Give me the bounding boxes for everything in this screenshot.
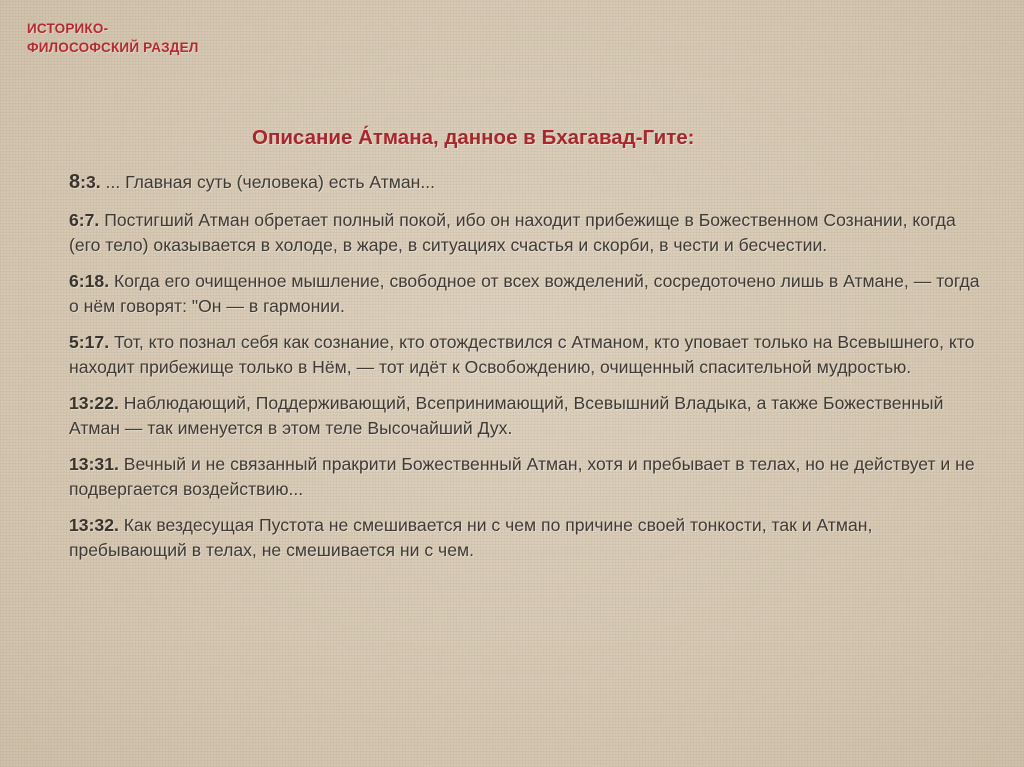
section-label [27, 19, 247, 57]
verse-ref: 13:22. [69, 393, 119, 413]
verse-ref: 6:7. [69, 210, 100, 230]
verse-6-7 [69, 208, 989, 258]
verse-13-31 [69, 452, 989, 502]
verse-text: Постигший Атман обретает полный покой, ибо он находит прибежище в Божественном Сознании, когда (его тело) оказывается в холоде, в жаре, в ситуациях счастья и скорби, в чести и бесчестии. [69, 210, 956, 255]
verse-ref-number: :3. [80, 172, 101, 192]
verse-text: Наблюдающий, Поддерживающий, Всепринимающий, Всевышний Владыка, а также Божественный Атман — так именуется в этом теле Высочайший Дух. [69, 393, 944, 438]
verse-ref: 13:32. [69, 515, 119, 535]
section-label-line-1: ИСТОРИКО- [27, 21, 109, 36]
verse-text: Вечный и не связанный пракрити Божественный Атман, хотя и пребывает в телах, но не действует и не подвергается воздействию... [69, 454, 975, 499]
verse-ref: 6:18. [69, 271, 110, 291]
slide-title: Описание А́тмана, данное в Бхагавад-Гите: [252, 126, 695, 149]
verse-ref-chapter: 8 [69, 171, 81, 193]
verse-8-3 [69, 170, 989, 195]
verse-13-32 [69, 513, 989, 563]
verse-6-18 [69, 269, 989, 319]
verse-text: Когда его очищенное мышление, свободное от всех вожделений, сосредоточено лишь в Атмане, — тогда о нём говорят: "Он — в гармонии. [69, 271, 980, 316]
verse-5-17 [69, 330, 989, 380]
verse-13-22 [69, 391, 989, 441]
section-label-line-2: ФИЛОСОФСКИЙ РАЗДЕЛ [27, 40, 199, 55]
verse-list [69, 170, 989, 574]
verse-text: ... Главная суть (человека) есть Атман... [100, 172, 436, 192]
verse-ref: 13:31. [69, 454, 119, 474]
verse-text: Тот, кто познал себя как сознание, кто отождествился с Атманом, кто уповает только на Всевышнего, кто находит прибежище только в Нём, — тот идёт к Освобождению, очищенный спасительной мудростью. [69, 332, 975, 377]
verse-ref: 5:17. [69, 332, 110, 352]
verse-text: Как вездесущая Пустота не смешивается ни с чем по причине своей тонкости, так и Атман, пребывающий в телах, не смешивается ни с чем. [69, 515, 873, 560]
